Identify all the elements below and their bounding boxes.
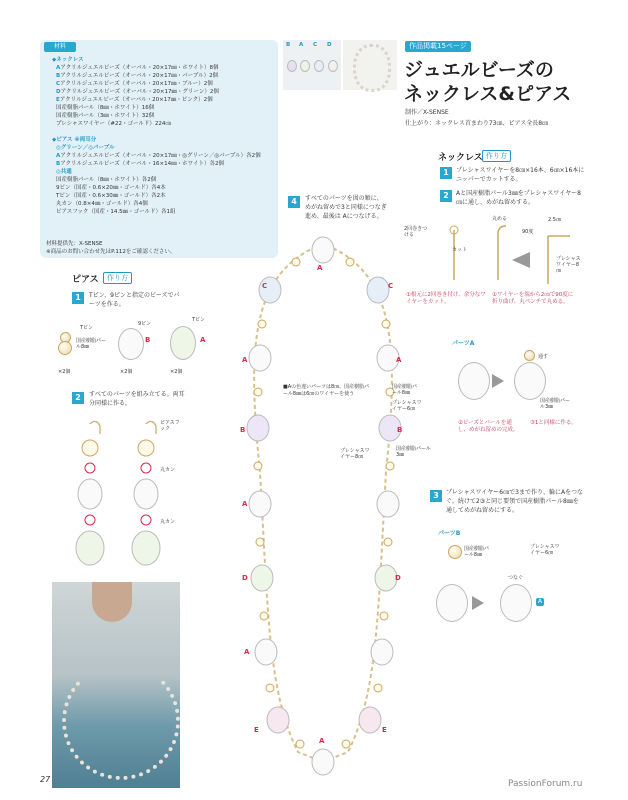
count-label: ×2個: [170, 369, 183, 375]
material-note: ※商品のお問い合わせ先はP.112をご確認ください。: [46, 249, 176, 255]
necklace-letter: E: [382, 726, 387, 734]
length-label: 2.5㎝: [548, 217, 561, 223]
earring-step1-number: 1: [72, 292, 84, 304]
necklace-letter: A: [242, 500, 248, 508]
part-b-bead: [436, 584, 468, 622]
materials-tag: 材料: [44, 42, 76, 52]
material-item: Aアクリルジュエルビーズ（オーバル・20×17㎜・ホワイト）8個: [56, 65, 219, 71]
necklace-letter: E: [254, 726, 259, 734]
necklace-letter: B: [397, 426, 403, 434]
necklace-diagram: [238, 232, 408, 782]
page-number: 27: [40, 775, 51, 784]
ninepin-label: 9ピン: [138, 321, 152, 327]
earring-variants: ◎グリーン／◎パープル: [56, 145, 115, 151]
necklace-wire-note: ■Aの色違いパーツは8㎝、国産樹脂パール8㎜は6㎝のワイヤーを使う: [283, 384, 370, 397]
necklace-letter: A: [242, 356, 248, 364]
caption-3: ②ビーズとパールを通し、めがね留めの完成。: [458, 420, 519, 433]
ring-label: 丸カン: [160, 519, 176, 525]
necklace-letter: A: [396, 356, 402, 364]
necklace-letter: A: [317, 264, 323, 272]
material-item: 国産樹脂パール（8㎜・ホワイト）各2個: [56, 177, 157, 183]
necklace-step2-text: Aと国産樹脂パール3㎜をプレシャスワイヤー8㎝に通し、めがね留めする。: [456, 190, 581, 206]
page-title-line1: ジュエルビーズの: [404, 59, 554, 81]
watermark: PassionForum.ru: [508, 779, 583, 789]
necklace-letter: A: [319, 737, 325, 745]
necklace-step2-number: 2: [440, 190, 452, 202]
earring-section-title: ピアス: [72, 275, 99, 285]
pearl8-label: 国産樹脂パール8㎜: [392, 384, 418, 396]
cut-label: カット: [452, 247, 467, 253]
earring-thumb: [300, 60, 310, 72]
green-oval-bead: [170, 326, 196, 360]
pearl-bead: [58, 341, 72, 355]
pearl-bead: [524, 350, 535, 361]
model-photo: [52, 582, 180, 788]
necklace-section-title: ネックレス: [438, 153, 483, 163]
material-item: Aアクリルジュエルビーズ（オーバル・20×17㎜・◎グリーン／◎パープル）各2個: [56, 153, 261, 159]
material-item: Bアクリルジュエルビーズ（オーバル・20×17㎜・パープル）2個: [56, 73, 219, 79]
tpin-label: Tピン: [192, 317, 206, 323]
necklace-materials-heading: ◆ネックレス: [52, 57, 84, 63]
necklace-step3-text: プレシャスワイヤー6㎝で3まで作り、輪にAをつなぐ。続けて2③と同じ要領で国産樹脂パール8㎜を通してめがね留めにする。: [446, 489, 584, 514]
necklace-how-to-label: 作り方: [482, 150, 511, 162]
necklace-letter: D: [242, 574, 248, 582]
necklace-letter: A: [244, 648, 250, 656]
arrow-icon: [472, 596, 484, 610]
page-title-line2: ネックレス&ピアス: [404, 83, 572, 105]
bead-letter-a: A: [200, 336, 206, 344]
part-a-label: パーツA: [452, 340, 475, 347]
common-heading: ◎共通: [56, 169, 72, 175]
material-provider: 材料提供先：X-SENSE: [46, 241, 103, 247]
hook-label: ピアスフック: [160, 420, 180, 432]
author: 制作／X-SENSE: [405, 109, 449, 116]
earring-step2-number: 2: [72, 392, 84, 404]
material-item: 丸カン（0.8×4㎜・ゴールド）各4個: [56, 201, 148, 207]
count-label: ×2個: [58, 369, 71, 375]
pearl-label: 国産樹脂パール8㎜: [76, 338, 107, 350]
part-b-bead-finished: [500, 584, 532, 622]
earrings-photo: B A C D: [283, 40, 341, 90]
arrow-icon: [492, 374, 504, 388]
material-item: ピアスフック（国産・14.5㎜・ゴールド）各1組: [56, 209, 176, 215]
bend-label: 丸める: [492, 216, 508, 222]
material-item: 9ピン（国産・0.6×20㎜・ゴールド）各4本: [56, 185, 166, 191]
earring-thumb: [287, 60, 297, 72]
wire6-label: プレシャスワイヤー6㎝: [392, 400, 422, 412]
material-item: Bアクリルジュエルビーズ（オーバル・16×14㎜・ホワイト）各2個: [56, 161, 224, 167]
wire-loop-diagram: [440, 220, 590, 290]
material-item: 国産樹脂パール（3㎜・ホワイト）32個: [56, 113, 155, 119]
necklace-step4-number: 4: [288, 196, 300, 208]
tpin-label: Tピン: [80, 325, 94, 331]
pearl3-label: 国産樹脂パール3㎜: [396, 446, 431, 458]
material-item: プレシャスワイヤー（#22・ゴールド）224㎝: [56, 121, 171, 127]
finished-size: 仕上がり：ネックレス首まわり73㎝、ピアス全長8㎝: [405, 120, 549, 127]
page-reference-badge: 作品掲載15ページ: [405, 41, 471, 52]
earring-thumb: [314, 60, 324, 72]
material-item: 国産樹脂パール（8㎜・ホワイト）16個: [56, 105, 155, 111]
earring-materials-heading: ◆ピアス ※両耳分: [52, 137, 97, 143]
part-b-label: パーツB: [438, 530, 461, 537]
white-oval-bead: [118, 328, 144, 360]
necklace-letter: C: [388, 282, 394, 290]
ring-label: 丸カン: [160, 467, 176, 473]
wire8-label: プレシャスワイヤー8㎝: [556, 256, 581, 274]
necklace-step3-number: 3: [430, 490, 442, 502]
material-item: Eアクリルジュエルビーズ（オーバル・20×17㎜・ピンク）2個: [56, 97, 213, 103]
necklace-step1-text: プレシャスワイヤーを8㎝×16本、6㎝×16本にニッパーでカットする。: [456, 167, 585, 183]
wire8-label: プレシャスワイヤー8㎝: [340, 448, 370, 460]
necklace-letter: D: [395, 574, 401, 582]
material-item: Tピン（国産・0.6×30㎜・ゴールド）各2本: [56, 193, 166, 199]
earring-materials-list: [56, 152, 261, 216]
through-label: 通す: [538, 354, 549, 360]
pearl8-label: 国産樹脂パール8㎜: [464, 546, 490, 558]
pearl3-label: 国産樹脂パール3㎜: [540, 398, 571, 410]
earring-step1-text: Tピン、9ピンと指定のビーズでパーツを作る。: [89, 292, 180, 308]
material-item: Cアクリルジュエルビーズ（オーバル・20×17㎜・ブルー）2個: [56, 81, 213, 87]
caption-4: ③1と同様に作る。: [530, 420, 577, 426]
material-item: Dアクリルジュエルビーズ（オーバル・20×17㎜・グリーン）2個: [56, 89, 219, 95]
earring-thumb: [328, 60, 338, 72]
part-a-bead-finished: [514, 362, 546, 400]
necklace-step1-number: 1: [440, 167, 452, 179]
necklace-letter: B: [240, 426, 246, 434]
necklace-step4-text: すべてのパーツを図の順に、めがね留めで3と同様につなぎ進め、最後は Aにつなげる。: [305, 195, 387, 220]
caption-1: ①根元に2回巻き付け、余分なワイヤーをカット。: [406, 292, 486, 305]
necklace-materials-list: [56, 64, 219, 128]
part-a-bead: [458, 362, 490, 400]
necklace-letter: C: [262, 282, 268, 290]
connect-label: つなぐ: [508, 575, 524, 581]
degree-label: 90度: [522, 229, 534, 235]
earring-how-to-label: 作り方: [103, 272, 132, 284]
part-a-marker: A: [538, 598, 543, 605]
bead-letter-b: B: [145, 336, 151, 344]
earring-step2-text: すべてのパーツを組み立てる。両耳分同様に作る。: [89, 391, 185, 407]
necklace-photo: [343, 40, 397, 90]
wind-label: 2回巻きつける: [404, 226, 428, 238]
pearl-bead: [448, 545, 462, 559]
count-label: ×2個: [120, 369, 133, 375]
caption-2: ①ワイヤーを端から2㎝で90度に折り曲げ、丸ペンチで丸める。: [492, 292, 574, 305]
earring-assembly-diagram: [60, 418, 180, 578]
wire6-label: プレシャスワイヤー6㎝: [530, 544, 560, 556]
